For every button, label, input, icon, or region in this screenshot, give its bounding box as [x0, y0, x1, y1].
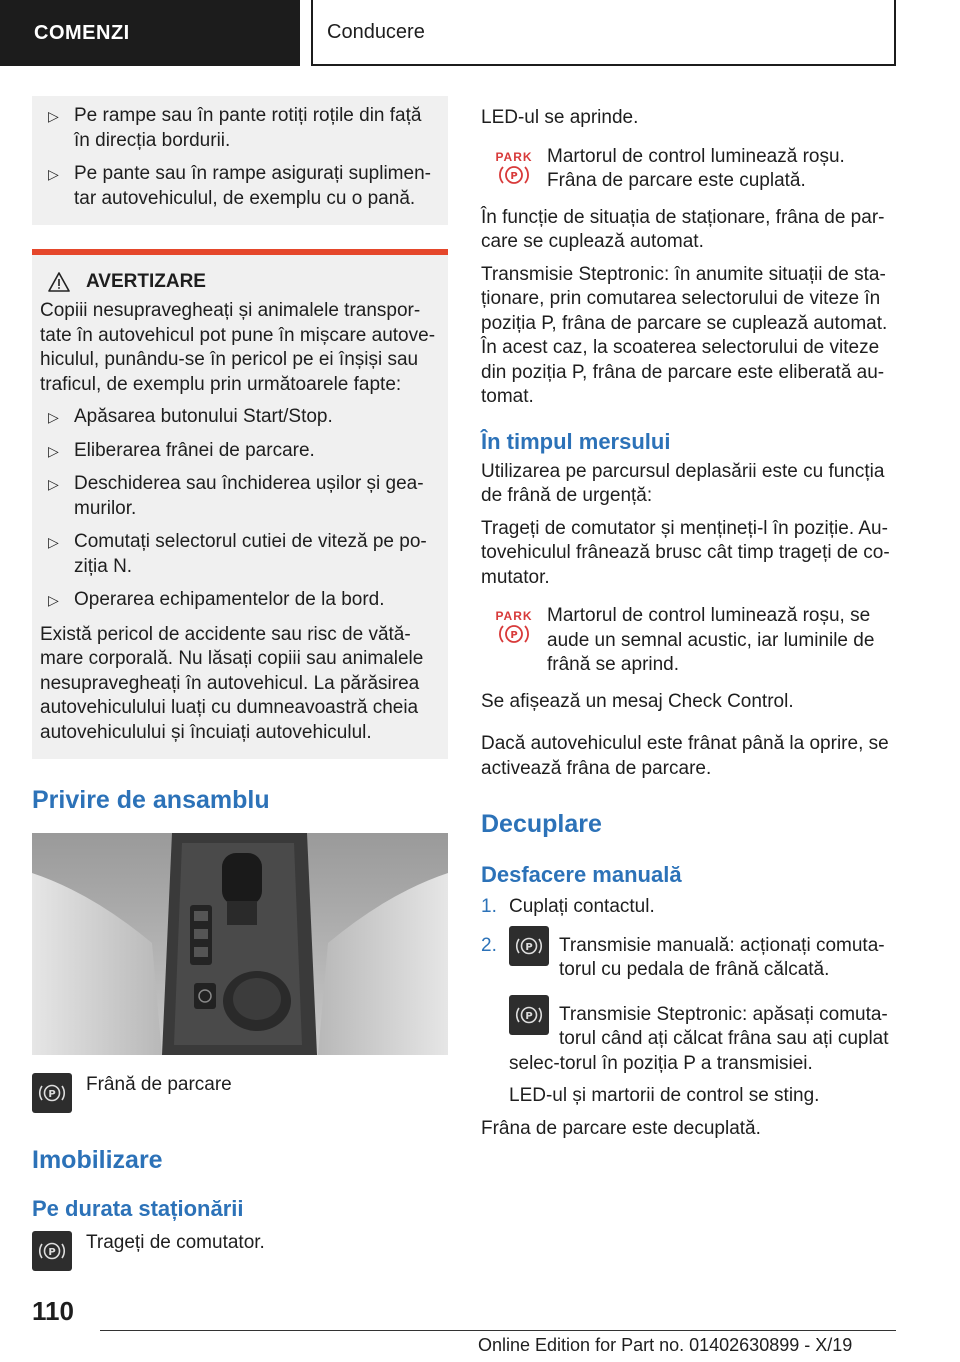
triangle-bullet-icon: ▷ [48, 409, 59, 425]
park-indicator-text-2: Martorul de control luminează roșu, se aude un semnal acustic, iar luminile de frână se aprind. [547, 605, 875, 675]
section-title: COMENZI [0, 0, 300, 66]
triangle-bullet-icon: ▷ [48, 166, 59, 182]
list-item: ▷ Pe pante sau în rampe asigurați suplimen-tar autovehiculul, de exemplu cu o pană. [48, 163, 431, 209]
parking-brake-button-icon [509, 995, 549, 1035]
park-warning-icon: PARK P [495, 609, 533, 641]
auto-engage-text: În funcție de situația de staționare, frâna de par-care se cuplează automat. [481, 206, 885, 252]
driving-heading: În timpul mersului [481, 428, 671, 454]
svg-text:P: P [525, 1010, 533, 1022]
right-column [481, 96, 896, 1141]
svg-text:P: P [510, 170, 518, 182]
parking-brake-photo [32, 833, 448, 1055]
stationary-text: Trageți de comutator. [86, 1232, 265, 1253]
manual-release-heading: Desfacere manuală [481, 862, 682, 887]
stationary-heading: Pe durata staționării [32, 1196, 244, 1221]
triangle-bullet-icon: ▷ [48, 534, 59, 550]
overview-heading: Privire de ansamblu [32, 786, 270, 814]
warning-title: AVERTIZARE [86, 271, 206, 292]
footer-divider [100, 1330, 896, 1331]
driving-text-2: Trageți de comutator și mențineți-l în poziție. Au-tovehiculul frânează brusc cât timp trageți de co-mutator. [481, 517, 890, 588]
list-item: ▷ Comutați selectorul cutiei de viteză pe po-ziția N. [48, 531, 427, 577]
warning-outro: Există pericol de accidente sau risc de vătă-mare corporală. Nu lăsați copiii sau animalele nesupravegheați în autovehicul. La părăsirea autovehiculului luați cu dumneavoastră cheia autovehiculului și încuiați autovehiculul. [40, 623, 424, 743]
list-item: ▷ Apăsarea butonului Start/Stop. [40, 405, 438, 430]
warning-heading [40, 271, 438, 293]
steptronic-text: Transmisie Steptronic: în anumite situații de sta-ționare, prin comutarea selectorului de viteze în poziția P, frâna de parcare se cuplează automat. În acest caz, la scoaterea selectorului de viteze din poziția P, frâna de parcare este eliberată au-tomat. [481, 263, 888, 407]
triangle-bullet-icon: ▷ [48, 476, 59, 492]
parking-brake-button-icon [32, 1231, 72, 1271]
tips-list [40, 104, 434, 211]
led-on-text: LED-ul se aprinde. [481, 107, 639, 128]
step-2b: P Transmisie Steptronic: apăsați comuta-torul când ați călcat frâna sau ați cuplat selec-torul în poziția P a transmisiei. [509, 1003, 896, 1077]
svg-text:P: P [48, 1089, 56, 1100]
page-number: 110 [32, 1296, 74, 1326]
list-item: 1. Cuplați contactul. [481, 896, 655, 917]
photo-caption: Frână de parcare [86, 1074, 232, 1095]
svg-text:P: P [48, 1247, 56, 1258]
list-item: 2. P Transmisie manuală: acționați comuta-torul cu pedala de frână călcată. P Transmisie Steptronic: apăsați comuta-torul când ați călcat frâna sau ați cuplat selec-torul în poziția P a transmisiei. LED-ul și martorii de control se sting. [481, 934, 896, 1109]
parking-brake-button-icon [32, 1073, 72, 1113]
release-steps [481, 895, 896, 1109]
stop-activate-text: Dacă autovehiculul este frânat până la oprire, se activează frâna de parcare. [481, 733, 889, 779]
center-console-illustration [32, 833, 448, 1055]
edition-text: Online Edition for Part no. 01402630899 - X/19 [478, 1335, 853, 1355]
triangle-bullet-icon: ▷ [48, 442, 59, 459]
step-2c: LED-ul și martorii de control se sting. [509, 1085, 820, 1106]
list-item: ▷ Eliberarea frânei de parcare. [40, 439, 438, 464]
triangle-bullet-icon: ▷ [48, 592, 59, 608]
check-control-text: Se afișează un mesaj Check Control. [481, 690, 794, 712]
page-header [0, 0, 960, 66]
left-column [32, 96, 448, 1271]
park-indicator-row-2 [481, 604, 896, 678]
stationary-row [32, 1231, 448, 1271]
parking-brake-button-icon [509, 926, 549, 966]
svg-text:P: P [510, 630, 518, 641]
warning-intro: Copiii nesupravegheați și animalele transpor-tate în autovehicul pot pune în mișcare autove-hiculul, punându-se în pericol pe ei înșiși sau traficul, de exemplu prin următoarele fapte: [40, 300, 436, 395]
warning-list [40, 405, 438, 613]
park-indicator-row [481, 145, 896, 194]
list-item: ▷ Pe rampe sau în pante rotiți roțile din față în direcția bordurii. [48, 105, 422, 151]
list-item: ▷ Deschiderea sau închiderea ușilor și gea-murilor. [48, 473, 424, 519]
release-heading: Decuplare [481, 810, 602, 838]
park-indicator-text: Martorul de control luminează roșu. Frâna de parcare este cuplată. [547, 145, 845, 191]
list-item: ▷ Operarea echipamentelor de la bord. [40, 588, 438, 613]
warning-triangle-icon [48, 272, 70, 292]
svg-text:P: P [525, 941, 533, 953]
park-warning-icon: PARK P [495, 149, 533, 182]
triangle-bullet-icon: ▷ [48, 108, 59, 124]
warning-box [32, 249, 448, 759]
tips-box [32, 96, 448, 225]
caption-row [32, 1073, 448, 1113]
immobilization-heading: Imobilizare [32, 1146, 163, 1174]
driving-text-1: Utilizarea pe parcursul deplasării este cu funcția de frână de urgență: [481, 460, 885, 506]
chapter-title: Conducere [311, 0, 896, 66]
final-text: Frâna de parcare este decuplată. [481, 1117, 761, 1139]
